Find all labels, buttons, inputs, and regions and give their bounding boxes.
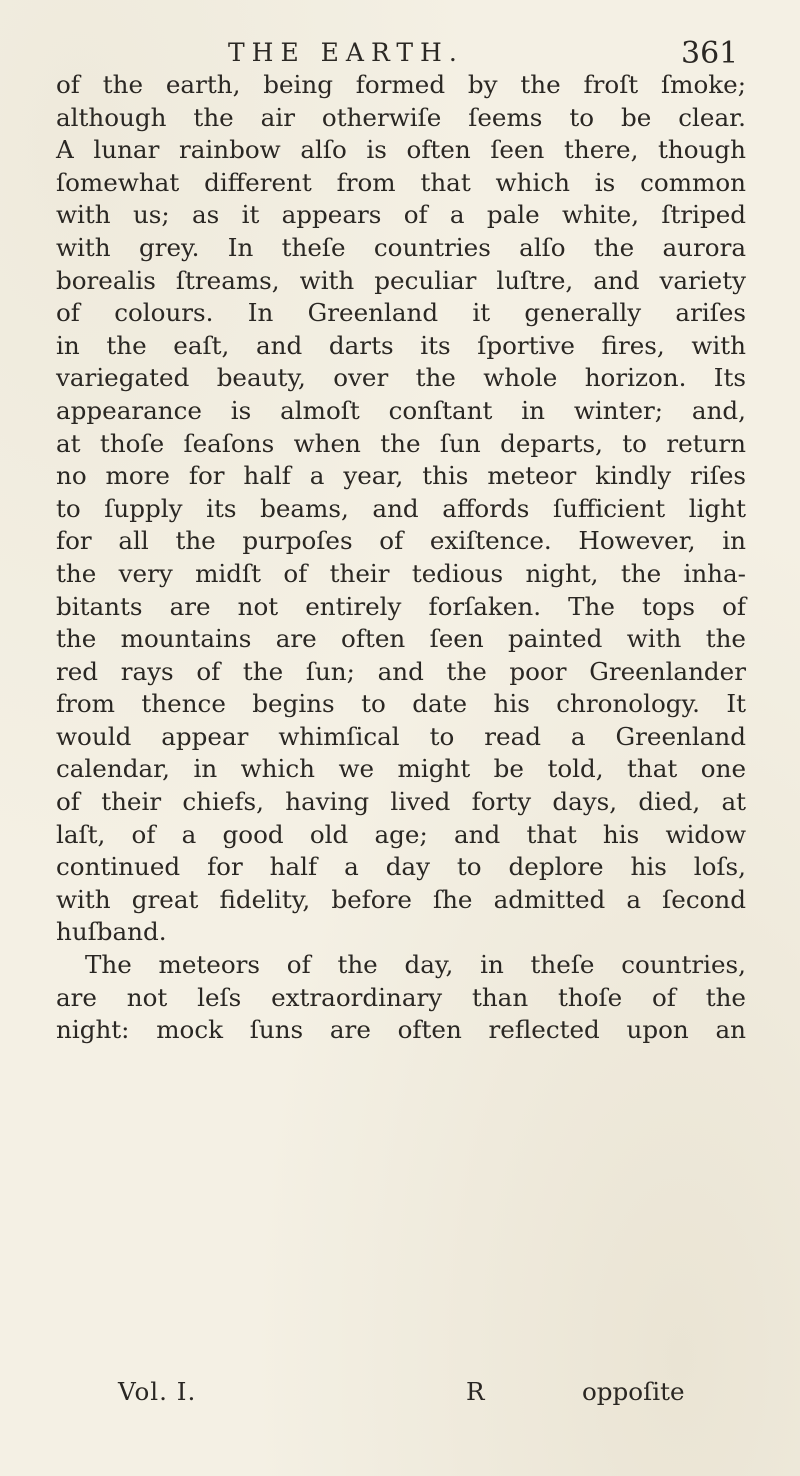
text-line: ſomewhat different from that which is common — [56, 167, 746, 197]
text-line: variegated beauty, over the whole horizon. Its — [56, 363, 746, 393]
text-line: to ſupply its beams, and affords ſufficient light — [56, 493, 746, 523]
page-header — [0, 34, 800, 74]
signature-mark: R — [466, 1377, 485, 1406]
catchword: oppoſite — [582, 1377, 685, 1406]
text-line: calendar, in which we might be told, that one — [56, 754, 746, 784]
text-line: with us; as it appears of a pale white, ſtriped — [56, 200, 746, 230]
text-line: of the earth, being formed by the froſt ſmoke; — [56, 70, 746, 99]
text-line: the mountains are often ſeen painted with the — [56, 624, 746, 654]
text-line: from thence begins to date his chronology. It — [56, 689, 746, 719]
page-number: 361 — [681, 36, 739, 71]
text-line: with great fidelity, before ſhe admitted a ſecond — [56, 884, 746, 914]
text-line: would appear whimſical to read a Greenland — [56, 721, 746, 751]
paragraph-end-line: huſband. — [56, 917, 167, 947]
text-line: continued for half a day to deplore his loſs, — [56, 852, 746, 882]
text-line: although the air otherwiſe ſeems to be clear. — [56, 102, 746, 132]
text-line: appearance is almoſt conſtant in winter; and, — [56, 395, 746, 425]
text-line: no more for half a year, this meteor kindly riſes — [56, 461, 746, 491]
text-line: borealis ſtreams, with peculiar luſtre, and variety — [56, 265, 746, 295]
text-line: in the eaſt, and darts its ſportive fires, with — [56, 330, 746, 360]
text-line: the very midſt of their tedious night, the inha- — [56, 558, 746, 588]
text-line: at thoſe ſeaſons when the ſun departs, to return — [56, 428, 746, 458]
text-line: A lunar rainbow alſo is often ſeen there, though — [56, 135, 746, 165]
text-line: for all the purpoſes of exiſtence. However, in — [56, 526, 746, 556]
text-line: bitants are not entirely forſaken. The tops of — [56, 591, 746, 621]
text-line: of colours. In Greenland it generally ariſes — [56, 298, 746, 328]
body-text — [56, 69, 746, 1047]
running-title: THE EARTH. — [228, 38, 464, 67]
page-footer — [0, 1374, 800, 1410]
text-line: are not leſs extraordinary than thoſe of the — [56, 982, 746, 1012]
text-line: of their chiefs, having lived forty days, died, at — [56, 787, 746, 817]
paragraph-start-line: The meteors of the day, in theſe countries, — [85, 950, 746, 980]
text-line: with grey. In theſe countries alſo the aurora — [56, 232, 746, 262]
text-line: night: mock ſuns are often reflected upon an — [56, 1015, 746, 1045]
text-line: red rays of the ſun; and the poor Greenlander — [56, 656, 746, 686]
volume-mark: Vol. I. — [118, 1377, 197, 1406]
text-line: laſt, of a good old age; and that his widow — [56, 819, 746, 849]
